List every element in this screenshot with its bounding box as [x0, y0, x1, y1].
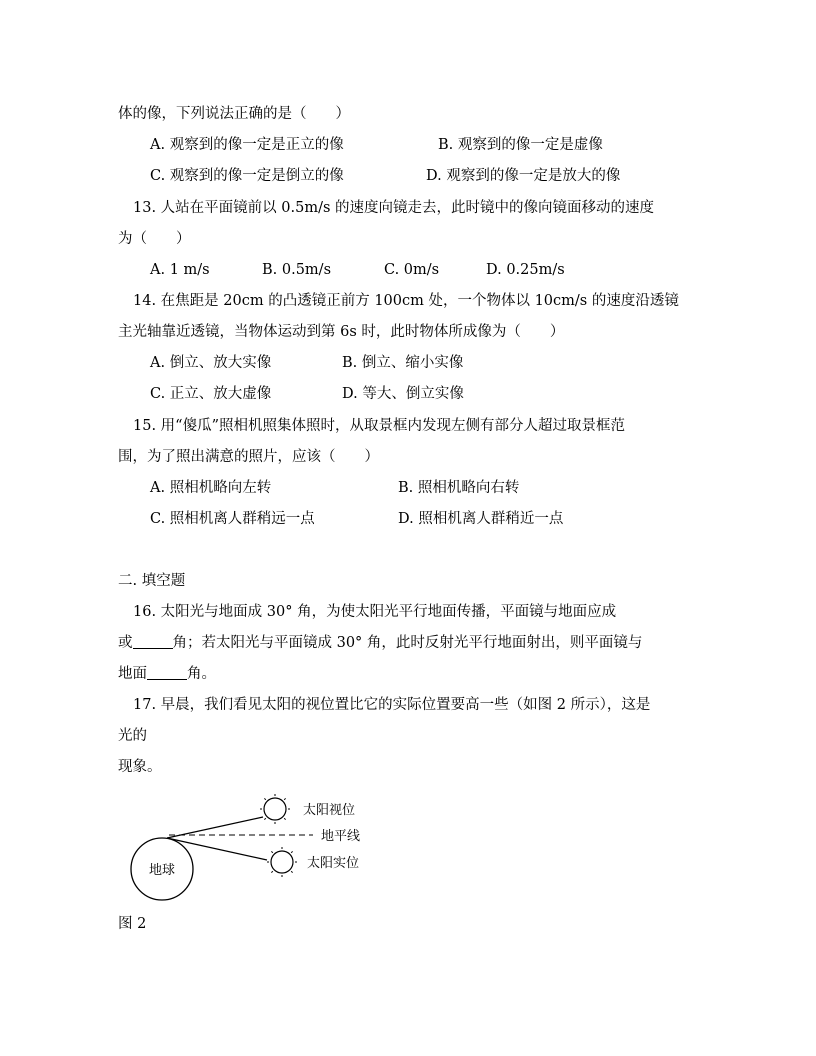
- option-d: D. 观察到的像一定是放大的像: [426, 168, 621, 184]
- option-d: D. 0.25m/s: [486, 262, 565, 278]
- question-16-cont2: [118, 664, 216, 684]
- option-a: A. 观察到的像一定是正立的像: [150, 137, 344, 153]
- option-c: C. 0m/s: [384, 262, 440, 278]
- question-16: 16. 太阳光与地面成 30° 角，为使太阳光平行地面传播，平面镜与地面应成: [133, 604, 617, 620]
- sun-apparent-label: 太阳视位: [303, 803, 356, 818]
- section-heading: 二. 填空题: [118, 573, 186, 589]
- earth-label: 地球: [148, 863, 176, 878]
- question-13: 13. 人站在平面镜前以 0.5m/s 的速度向镜走去，此时镜中的像向镜面移动的速度: [133, 200, 655, 216]
- option-a: A. 倒立、放大实像: [150, 355, 272, 371]
- refraction-diagram: [125, 785, 385, 905]
- text: 或: [118, 635, 133, 651]
- option-b: B. 倒立、缩小实像: [342, 355, 464, 371]
- option-b: B. 0.5m/s: [262, 262, 332, 278]
- option-c: C. 观察到的像一定是倒立的像: [150, 168, 344, 184]
- option-b: B. 观察到的像一定是虚像: [438, 137, 603, 153]
- figure-caption: 图 2: [118, 916, 147, 932]
- actual-ray: [167, 838, 267, 860]
- text: 角；若太阳光与平面镜成 30° 角，此时反射光平行地面射出，则平面镜与: [172, 635, 643, 651]
- option-d: D. 照相机离人群稍近一点: [398, 511, 564, 527]
- text: 角。: [187, 666, 216, 682]
- question-17-cont: 光的: [118, 728, 147, 744]
- question-13-cont: 为（ ）: [118, 231, 191, 247]
- sun-actual-icon: [267, 847, 297, 877]
- sun-apparent-icon: [260, 794, 290, 824]
- question-16-cont: [118, 633, 642, 653]
- question-15: 15. 用“傻瓜”照相机照集体照时，从取景框内发现左侧有部分人超过取景框范: [133, 418, 625, 434]
- question-14-cont: 主光轴靠近透镜，当物体运动到第 6s 时，此时物体所成像为（ ）: [118, 324, 565, 340]
- sun-actual-label: 太阳实位: [307, 856, 360, 871]
- question-17-cont2: 现象。: [118, 759, 162, 775]
- option-c: C. 正立、放大虚像: [150, 386, 272, 402]
- option-b: B. 照相机略向右转: [398, 480, 520, 496]
- option-a: A. 1 m/s: [150, 262, 210, 278]
- text-line: 体的像，下列说法正确的是（ ）: [118, 106, 350, 122]
- blank-1: [133, 634, 173, 649]
- question-15-cont: 围，为了照出满意的照片，应该（ ）: [118, 449, 379, 465]
- horizon-label: 地平线: [321, 829, 361, 844]
- question-14: 14. 在焦距是 20cm 的凸透镜正前方 100cm 处，一个物体以 10cm/s 的速度沿透镜: [133, 293, 679, 309]
- blank-2: [147, 665, 187, 680]
- question-17: 17. 早晨，我们看见太阳的视位置比它的实际位置要高一些（如图 2 所示），这是: [133, 697, 651, 713]
- option-c: C. 照相机离人群稍远一点: [150, 511, 315, 527]
- option-d: D. 等大、倒立实像: [342, 386, 464, 402]
- option-a: A. 照相机略向左转: [150, 480, 272, 496]
- text: 地面: [118, 666, 147, 682]
